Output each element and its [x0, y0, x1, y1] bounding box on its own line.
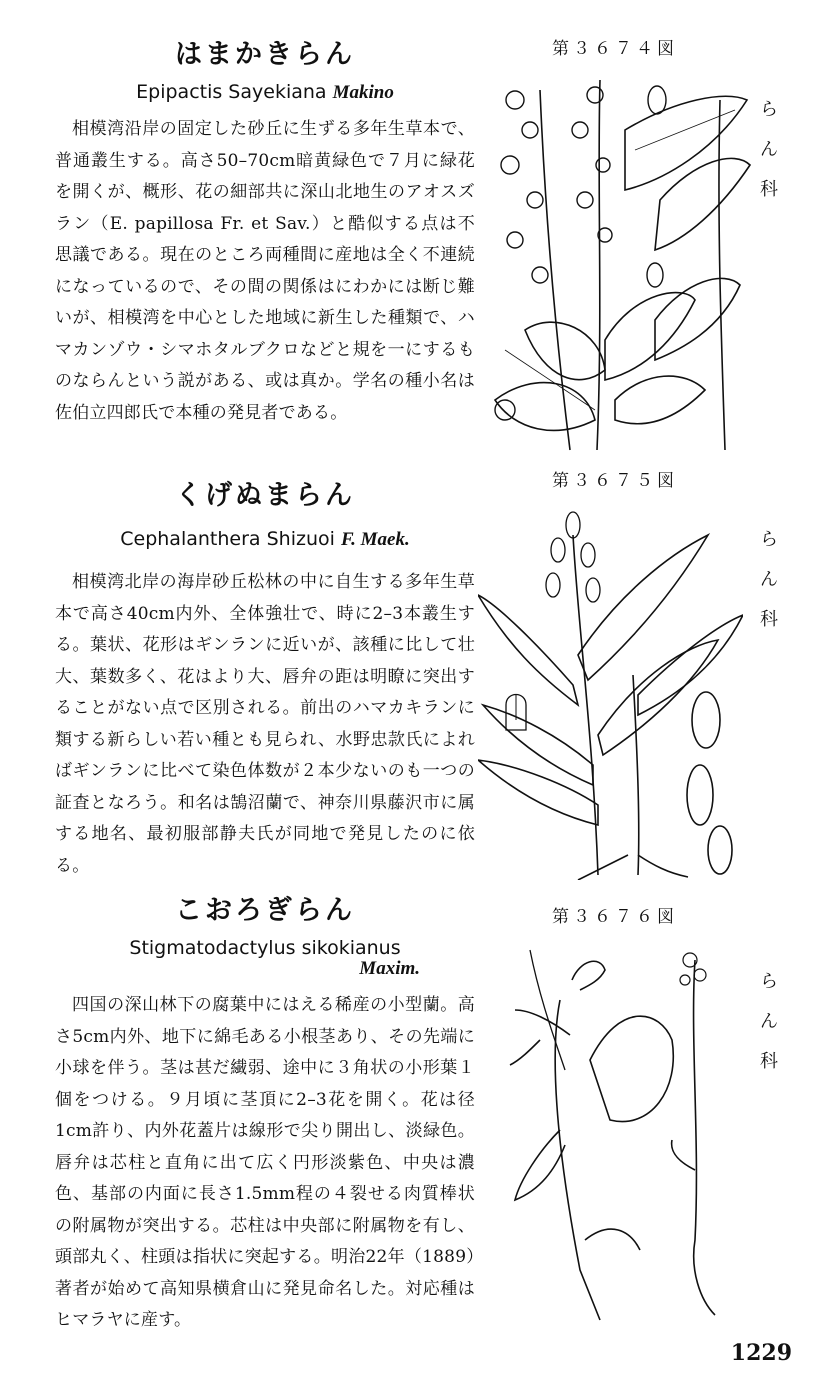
plate-illustration-3674: [485, 70, 755, 455]
entry-title: くげぬまらん: [175, 480, 355, 511]
entry-title: はまかきらん: [175, 39, 355, 70]
latin-author: F. Maek.: [340, 529, 410, 550]
entry-description: 相模湾北岸の海岸砂丘松林の中に自生する多年生草本で高さ40cm内外、全体強壮で、時に2–3本叢生する。葉状、花形はギンランに近いが、該種に比して壮大、葉数多く、花はより大、唇弁の距は明瞭に突出することがない点で区別される。前出のハマカキランに類する新らしい若い種とも見られ、水野忠款氏によればギンランに比べて染色体数が２本少ないのも一つの証査となろう。和名は鵠沼蘭で、神奈川県藤沢市に属する地名、最初服部静夫氏が同地で発見したのに依る。: [55, 572, 475, 876]
family-char: ん: [760, 139, 778, 160]
family-label: [758, 90, 780, 210]
latin-author: Maxim.: [359, 958, 420, 979]
entry-title: こおろぎらん: [175, 895, 355, 926]
family-char: 科: [760, 609, 778, 630]
family-char: 科: [760, 179, 778, 200]
family-char: ら: [760, 99, 778, 120]
family-char: ら: [760, 529, 778, 550]
figure-label: 第３６７４図: [552, 39, 678, 59]
family-char: ん: [760, 569, 778, 590]
plate-illustration-3676: [500, 940, 740, 1325]
page-number: 1229: [730, 1340, 792, 1366]
entry-description: 相模湾沿岸の固定した砂丘に生ずる多年生草本で、普通叢生する。高さ50–70cm暗黄緑色で７月に緑花を開くが、概形、花の細部共に深山北地生のアオスズラン（E. papillosa Fr. et Sav.）と酷似する点は不思議である。現在のところ両種間に産地は全く不連続になっているので、その間の関係はにわかには断じ難いが、相模湾を中心とした地域に新生した種類で、ハマカンゾウ・シマホタルブクロなどと規を一にするものならんという説がある、或は真か。学名の種小名は佐伯立四郎氏で本種の発見者である。: [55, 119, 475, 423]
family-label: [758, 962, 780, 1082]
latin-binomial: Epipactis Sayekiana: [136, 81, 327, 103]
latin-name: [55, 79, 475, 106]
family-label: [758, 520, 780, 640]
entry-description: 四国の深山林下の腐葉中にはえる稀産の小型蘭。高さ5cm内外、地下に綿毛ある小根茎あり、その先端に小球を伴う。茎は甚だ繊弱、途中に３角状の小形葉１個をつける。９月頃に茎頂に2–3花を開く。花は径1cm許り、内外花蓋片は線形で尖り開出し、淡緑色。唇弁は芯柱と直角に出て広く円形淡紫色、中央は濃色、基部の内面に長さ1.5mm程の４裂せる肉質棒状の附属物が突出する。芯柱は中央部に附属物を有し、頭部丸く、柱頭は指状に突起する。明治22年（1889）著者が始めて高知県横倉山に発見命名した。対応種はヒマラヤに産す。: [55, 995, 475, 1330]
plate-illustration-3675: [478, 505, 743, 880]
entry-hamakakiran: [55, 32, 475, 429]
latin-binomial: Stigmatodactylus sikokianus: [129, 937, 401, 959]
entry-kugenumaran: [55, 473, 475, 882]
family-char: ん: [760, 1011, 778, 1032]
latin-author: Makino: [332, 82, 394, 103]
entry-korogiran: [55, 888, 475, 1337]
figure-label: 第３６７６図: [552, 907, 678, 927]
family-char: ら: [760, 971, 778, 992]
figure-label: 第３６７５図: [552, 471, 678, 491]
latin-name: [55, 526, 475, 553]
family-char: 科: [760, 1051, 778, 1072]
latin-binomial: Cephalanthera Shizuoi: [120, 528, 335, 550]
